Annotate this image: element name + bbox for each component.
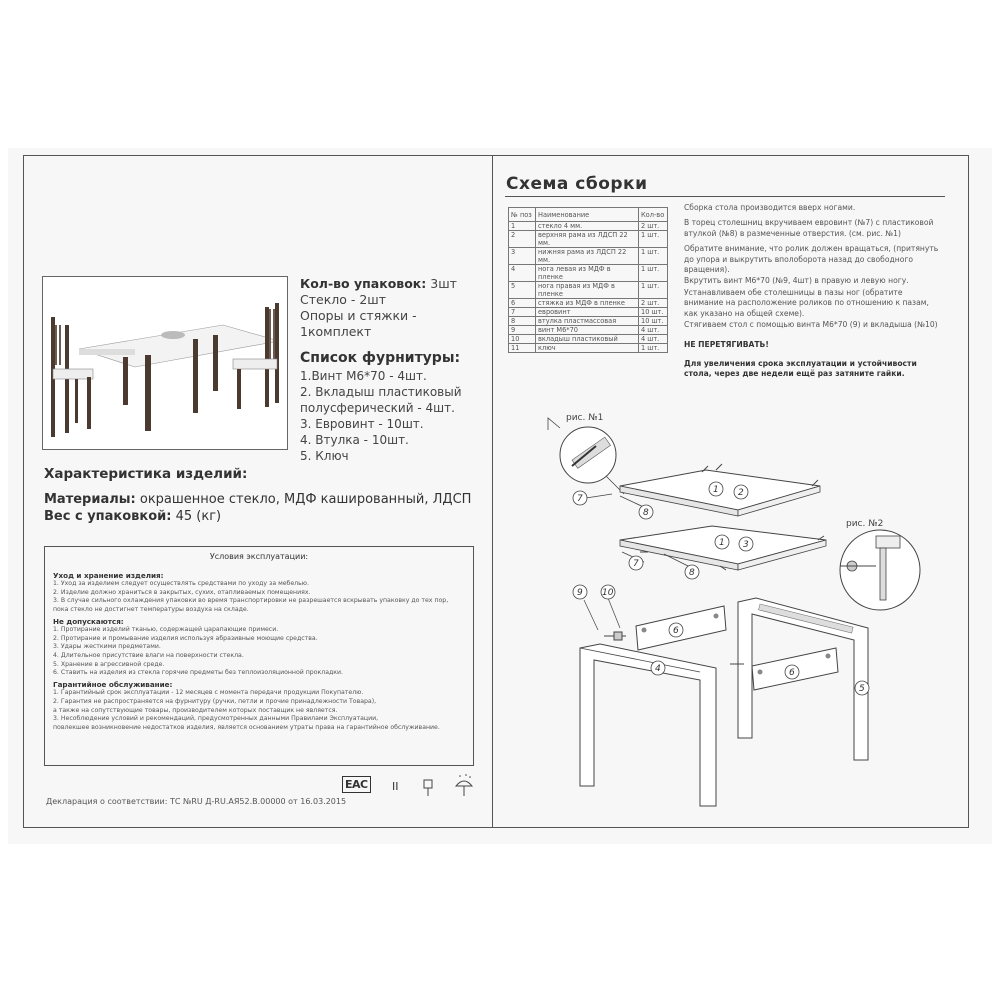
forbidden-item: 1. Протирание изделий тканью, содержащей царапающие примеси. <box>53 626 279 634</box>
table-header: Наименование <box>536 208 639 222</box>
table-cell: 2 <box>509 231 536 248</box>
warranty-title: Гарантийное обслуживание: <box>53 679 173 689</box>
warranty-item: 2. Гарантия не распространяется на фурнитуру (ручки, петли и прочие принадлежности Товара), <box>53 697 377 705</box>
callout-7: 7 <box>577 494 583 504</box>
fig2-detail <box>840 530 920 610</box>
callout-6: 6 <box>673 626 679 636</box>
warranty-item: 1. Гарантийный срок эксплуатации - 12 месяцев с момента передачи продукции Покупателю. <box>53 689 364 697</box>
care-item: пока стекло не достигнет температуры воздуха на складе. <box>53 605 249 613</box>
left-leg <box>580 644 716 806</box>
table-cell: нога левая из МДФ в пленке <box>536 265 639 282</box>
callout-5: 5 <box>859 684 865 694</box>
hardware-item: 5. Ключ <box>300 449 349 463</box>
table-cell: винт М6*70 <box>536 326 639 335</box>
callout-8: 8 <box>643 508 649 518</box>
table-cell: нижняя рама из ЛДСП 22 мм. <box>536 248 639 265</box>
table-cell: стяжка из МДФ в пленке <box>536 299 639 308</box>
table-cell: 4 <box>509 265 536 282</box>
hardware-item: 2. Вкладыш пластиковый <box>300 385 462 399</box>
instruction-step: Устанавливаем обе столешницы в пазы ног (обратите внимание на расположение роликов по отношению к пазам, как указано на общей схеме). <box>684 287 929 318</box>
care-title: Уход и хранение изделия: <box>53 570 164 580</box>
callout-7b: 7 <box>633 559 639 569</box>
hardware-item: 4. Втулка - 10шт. <box>300 433 409 447</box>
table-cell: 10 <box>509 335 536 344</box>
instruction-step: Сборка стола производится вверх ногами. <box>684 203 856 212</box>
hardware-title: Список фурнитуры: <box>300 350 461 366</box>
forbidden-item: 5. Хранение в агрессивной среде. <box>53 660 165 668</box>
table-cell: 1 шт. <box>639 344 668 353</box>
table-cell: 3 <box>509 248 536 265</box>
table-cell: 10 шт. <box>639 308 668 317</box>
callout-2: 2 <box>738 488 744 498</box>
table-cell: 2 шт. <box>639 222 668 231</box>
materials-value: окрашенное стекло, МДФ кашированный, ЛДСП <box>139 492 472 507</box>
package-count-label: Кол-во упаковок: <box>300 276 427 291</box>
table-header: № поз <box>509 208 536 222</box>
table-cell: 4 шт. <box>639 335 668 344</box>
package-count-value: 3шт <box>430 276 457 291</box>
table-cell: 4 шт. <box>639 326 668 335</box>
instruction-step: Вкрутить винт М6*70 (№9, 4шт) в правую и левую ногу. <box>684 276 909 286</box>
table-cell: 10 шт. <box>639 317 668 326</box>
warranty-item: повлекшее возникновение недостатков изделия, является основанием утраты права на гарантийное обслуживание. <box>53 723 440 731</box>
table-cell: нога правая из МДФ в пленке <box>536 282 639 299</box>
instruction-step: Стягиваем стол с помощью винта М6*70 (9) и вкладыша (№10) <box>684 320 938 330</box>
maintenance-note: Для увеличения срока эксплуатации и устойчивости стола, через две недели ещё раз затяните гайки. <box>684 358 917 379</box>
table-cell: 1 <box>509 222 536 231</box>
callout-3: 3 <box>743 540 749 550</box>
table-cell: вкладыш пластиковый <box>536 335 639 344</box>
eac-label: EAC <box>342 776 371 793</box>
fig1-detail <box>548 418 624 494</box>
table-cell: 1 шт. <box>639 231 668 248</box>
forbidden-item: 4. Длительное присутствие влаги на поверхности стекла. <box>53 651 244 659</box>
callout-8b: 8 <box>689 568 695 578</box>
fig2-label: рис. №2 <box>846 519 884 529</box>
table-cell: ключ <box>536 344 639 353</box>
characteristics-title: Характеристика изделий: <box>44 466 248 482</box>
care-item: 3. В случае сильного охлаждения упаковки во время транспортировки не разрешается вскрывать упаковку до тех пор, <box>53 597 449 605</box>
weight-label: Вес с упаковкой: <box>44 509 172 524</box>
table-cell: 8 <box>509 317 536 326</box>
care-item: 2. Изделие должно храниться в закрытых, сухих, отапливаемых помещениях. <box>53 588 311 596</box>
care-item: 1. Уход за изделием следует осуществлять средствами по уходу за мебелью. <box>53 580 309 588</box>
table-cell: 9 <box>509 326 536 335</box>
forbidden-item: 2. Протирание и промывание изделия используя абразивные моющие средства. <box>53 634 318 642</box>
table-cell: верхняя рама из ЛДСП 22 мм. <box>536 231 639 248</box>
instruction-step: В торец столешниц вкручиваем евровинт (№7) с пластиковой втулкой (№8) в размеченные отверстия. (см. рис. №1) <box>684 218 934 238</box>
callout-4: 4 <box>655 664 661 674</box>
table-cell: 1 шт. <box>639 265 668 282</box>
weight-value: 45 (кг) <box>175 509 222 524</box>
table-cell: 5 <box>509 282 536 299</box>
scheme-title: Схема сборки <box>506 174 648 194</box>
instruction-step: Обратите внимание, что ролик должен вращаться, (притянуть до упора и выкрутить вполоборота назад до свободного вращения). <box>684 244 939 275</box>
forbidden-title: Не допускаются: <box>53 616 124 626</box>
table-cell: 2 шт. <box>639 299 668 308</box>
callout-10: 10 <box>602 588 614 598</box>
materials-label: Материалы: <box>44 492 136 507</box>
warranty-item: а также на сопутствующие товары, производителем которых поставщик не является. <box>53 706 338 714</box>
table-cell: евровинт <box>536 308 639 317</box>
forbidden-item: 3. Удары жесткими предметами. <box>53 643 161 651</box>
table-header: Кол-во <box>639 208 668 222</box>
callout-6b: 6 <box>789 668 795 678</box>
hardware-item: полусферический - 4шт. <box>300 401 455 415</box>
hardware-item: 3. Евровинт - 10шт. <box>300 417 424 431</box>
package-glass: Стекло - 2шт <box>300 292 387 307</box>
table-cell: 11 <box>509 344 536 353</box>
hardware-item: 1.Винт М6*70 - 4шт. <box>300 369 427 383</box>
table-cell: 1 шт. <box>639 248 668 265</box>
table-cell: втулка пластмассовая <box>536 317 639 326</box>
this-way-up-icon: II <box>392 780 399 793</box>
callout-9: 9 <box>577 588 583 598</box>
forbidden-item: 6. Ставить на изделия из стекла горячие предметы без теплоизоляционной прокладки. <box>53 669 343 677</box>
warranty-item: 3. Несоблюдение условий и рекомендаций, предусмотренных данными Правилами Эксплуатации, <box>53 715 379 723</box>
table-cell: 7 <box>509 308 536 317</box>
declaration-text: Декларация о соответствии: ТС №RU Д-RU.АЯ52.В.00000 от 16.03.2015 <box>46 797 347 806</box>
package-supports: Опоры и стяжки - 1комплект <box>300 308 417 339</box>
table-cell: стекло 4 мм. <box>536 222 639 231</box>
conditions-title: Условия эксплуатации: <box>209 552 309 561</box>
fig1-label: рис. №1 <box>566 413 604 423</box>
callout-1b: 1 <box>719 538 725 548</box>
table-cell: 1 шт. <box>639 282 668 299</box>
warning-text: НЕ ПЕРЕТЯГИВАТЬ! <box>684 340 769 350</box>
table-cell: 6 <box>509 299 536 308</box>
callout-1: 1 <box>713 485 719 495</box>
